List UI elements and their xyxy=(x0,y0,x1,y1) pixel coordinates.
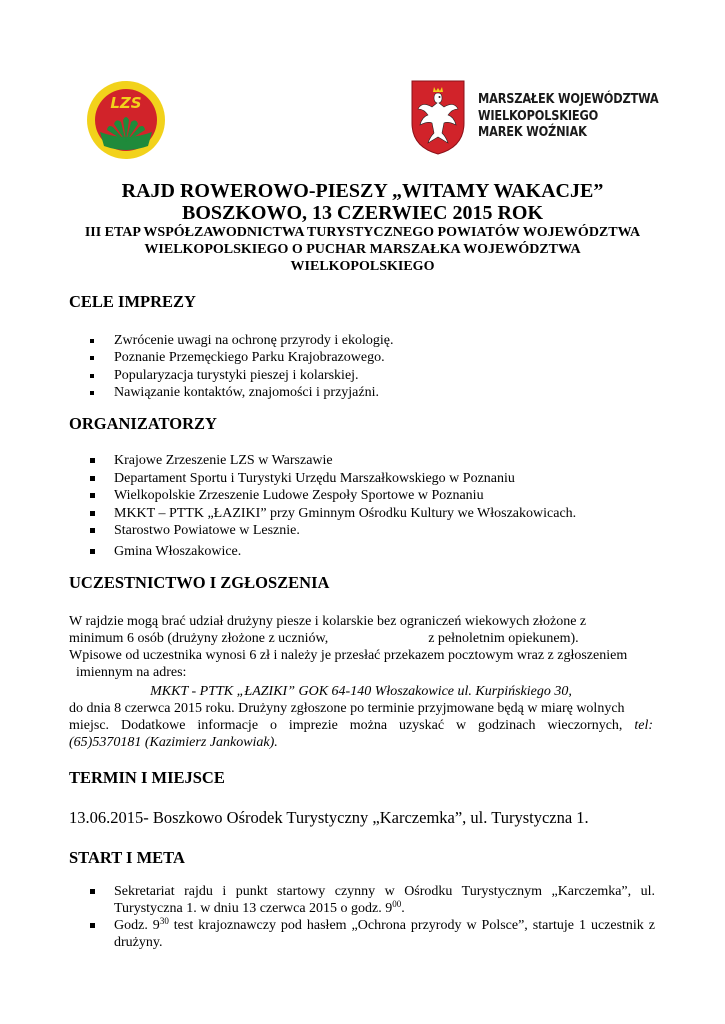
section-heading-uczestnictwo: UCZESTNICTWO I ZGŁOSZENIA xyxy=(69,573,330,592)
stage-line-2: WIELKOPOLSKIEGO O PUCHAR MARSZAŁKA WOJEWÓDZTWA xyxy=(144,242,581,257)
marszalek-line-1: MARSZAŁEK WOJEWÓDZTWA xyxy=(478,92,659,107)
list-item: Popularyzacja turystyki pieszej i kolarskiej. xyxy=(0,367,725,384)
organizatorzy-list xyxy=(0,452,725,560)
uczestnictwo-paragraph: W rajdzie mogą brać udział drużyny piesze i kolarskie bez ograniczeń wiekowych złożone z minimum 6 osób (drużyny złożone z uczniów, z pełnoletnim opiekunem). Wpisowe od uczestnika wynosi 6 zł i należy je przesłać przekazem pocztowym wraz z zgłoszeniem imiennym na adres: MKKT - PTTK „ŁAZIKI” GOK 64-140 Włoszakowice ul. Kurpińskiego 30, do dnia 8 czerwca 2015 roku. Drużyny zgłoszone po terminie przyjmowane będą w miarę wolnych miejsc. Dodatkowe informacje o imprezie można uzyskać w godzinach wieczornych, tel: (65)5370181 (Kazimierz Jankowiak). xyxy=(69,614,654,750)
section-heading-start: START I META xyxy=(69,848,185,867)
coat-of-arms-icon xyxy=(410,79,466,156)
termin-text: 13.06.2015- Boszkowo Ośrodek Turystyczny „Karczemka”, ul. Turystyczna 1. xyxy=(69,808,589,827)
main-subtitle: BOSZKOWO, 13 CZERWIEC 2015 ROK xyxy=(181,202,543,224)
list-item: MKKT – PTTK „ŁAZIKI” przy Gminnym Ośrodku Kultury we Włoszakowicach. xyxy=(0,505,725,523)
list-item: Zwrócenie uwagi na ochronę przyrody i ekologię. xyxy=(0,332,725,349)
marszalek-line-3: MAREK WOŹNIAK xyxy=(478,125,587,140)
stage-line-1: III ETAP WSPÓŁZAWODNICTWA TURYSTYCZNEGO POWIATÓW WOJEWÓDZTWA xyxy=(84,225,641,240)
list-item: Sekretariat rajdu i punkt startowy czynny w Ośrodku Turystycznym „Karczemka”, ul. Turystyczna 1. w dniu 13 czerwca 2015 o godz. $9^{00}$. xyxy=(0,883,725,917)
list-item: Wielkopolskie Zrzeszenie Ludowe Zespoły Sportowe w Poznaniu xyxy=(0,487,725,505)
start-list xyxy=(0,883,725,951)
lzs-logo-text: LZS xyxy=(110,94,142,112)
stage-description xyxy=(0,224,725,275)
list-item: Godz. $9^{30}$ test krajoznawczy pod hasłem „Ochrona przyrody w Polsce”, startuje 1 uczestnik z drużyny. xyxy=(0,917,725,951)
list-item: Departament Sportu i Turystyki Urzędu Marszałkowskiego w Poznaniu xyxy=(0,470,725,488)
cele-list xyxy=(0,332,725,401)
marszalek-line-2: WIELKOPOLSKIEGO xyxy=(478,108,599,124)
stage-line-3: WIELKOPOLSKIEGO xyxy=(290,259,435,274)
list-item: Nawiązanie kontaktów, znajomości i przyjaźni. xyxy=(0,384,725,401)
main-title: RAJD ROWEROWO-PIESZY „WITAMY WAKACJE” xyxy=(121,180,604,202)
address: MKKT - PTTK „ŁAZIKI” GOK 64-140 Włoszakowice ul. Kurpińskiego 30, xyxy=(150,684,572,699)
list-item: Krajowe Zrzeszenie LZS w Warszawie xyxy=(0,452,725,470)
list-item: Starostwo Powiatowe w Lesznie. xyxy=(0,522,725,540)
section-heading-cele: CELE IMPREZY xyxy=(69,292,196,311)
contact-phone: (65)5370181 (Kazimierz Jankowiak). xyxy=(69,735,278,750)
section-heading-organizatorzy: ORGANIZATORZY xyxy=(69,414,217,433)
marszalek-text xyxy=(478,92,659,142)
section-heading-termin: TERMIN I MIEJSCE xyxy=(69,768,225,787)
list-item: Poznanie Przemęckiego Parku Krajobrazowego. xyxy=(0,349,725,366)
lzs-logo xyxy=(86,80,166,160)
list-item: Gmina Włoszakowice. xyxy=(0,543,725,561)
